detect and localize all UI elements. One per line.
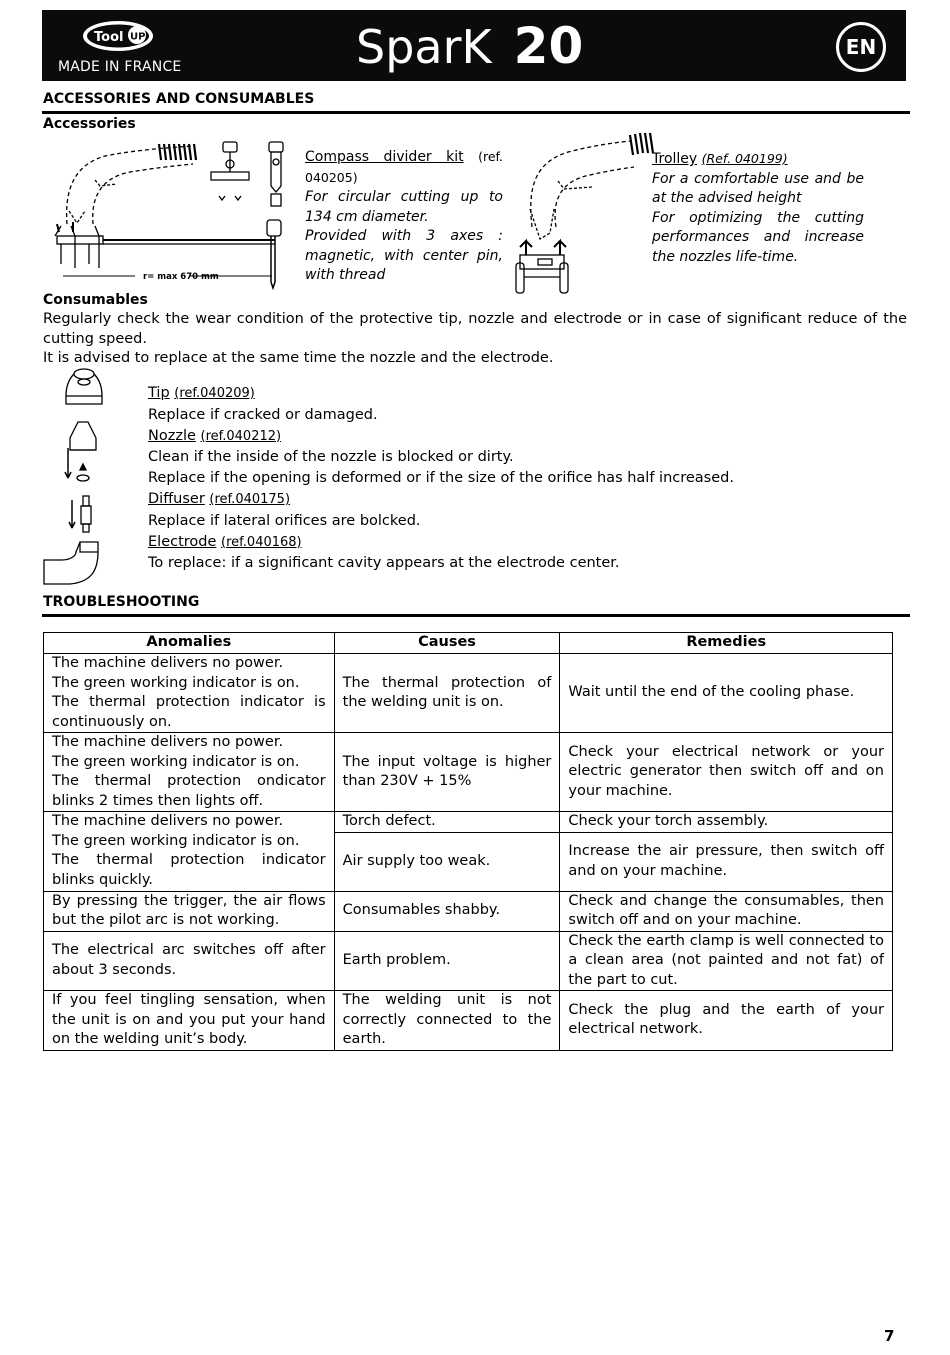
consumable-item-electrode (148, 532, 888, 575)
section-rule (42, 111, 910, 114)
trolley-title: Trolley (652, 151, 698, 167)
consumable-item-tip (148, 383, 888, 426)
tip-part (66, 369, 102, 404)
compass-line: Provided with 3 axes : magnetic, with center pin, with thread (305, 228, 503, 283)
table-row (44, 812, 893, 833)
consumable-line: To replace: if a significant cavity appears at the electrode center. (148, 555, 620, 572)
model-name: SparK (356, 20, 492, 74)
section-rule (42, 614, 910, 617)
diffuser-part (81, 496, 91, 532)
table-row (44, 991, 893, 1051)
compass-magnetic-axis (211, 142, 249, 200)
consumables-list (148, 383, 888, 574)
electrode-part (44, 542, 98, 584)
cause-cell: The thermal protection of the welding unit is on. (334, 654, 560, 733)
consumables-heading: Consumables (43, 292, 148, 308)
brand-logo (82, 20, 154, 52)
consumable-name: Electrode (148, 533, 217, 550)
consumable-line: Replace if cracked or damaged. (148, 406, 378, 423)
anomaly-cell: The electrical arc switches off after about 3 seconds. (44, 931, 335, 991)
consumables-intro: Regularly check the wear condition of the protective tip, nozzle and electrode or in case of significant reduce of the cutting speed. (43, 311, 907, 347)
page-header (42, 10, 906, 81)
troubleshooting-heading: TROUBLESHOOTING (43, 594, 200, 610)
compass-radius-label: r= max 670 mm (143, 272, 219, 282)
section-heading-accessories-consumables: ACCESSORIES AND CONSUMABLES (43, 91, 315, 107)
column-header-causes: Causes (334, 633, 560, 654)
table-row (44, 654, 893, 733)
table-row (44, 931, 893, 991)
consumable-line: Clean if the inside of the nozzle is blocked or dirty. (148, 449, 514, 466)
language-badge: EN (836, 22, 886, 72)
consumable-line: Replace if the opening is deformed or if the size of the orifice has half increased. (148, 470, 734, 487)
column-header-anomalies: Anomalies (44, 633, 335, 654)
remedy-cell: Check the earth clamp is well connected to a clean area (not painted and not fat) of the part to cut. (560, 931, 893, 991)
accessories-heading: Accessories (43, 116, 136, 132)
consumables-advice: It is advised to replace at the same time the nozzle and the electrode. (43, 350, 554, 366)
consumable-name: Tip (148, 385, 170, 401)
trolley-description (652, 149, 864, 267)
compass-line: For circular cutting up to 134 cm diameter. (305, 189, 503, 225)
nozzle-part (70, 422, 96, 450)
cause-cell: Torch defect. (334, 812, 560, 833)
remedy-cell: Check the plug and the earth of your electrical network. (560, 991, 893, 1051)
made-in-france-label: MADE IN FRANCE (58, 59, 182, 75)
svg-text:UP: UP (130, 31, 146, 43)
remedy-cell: Wait until the end of the cooling phase. (560, 654, 893, 733)
svg-text:Tool: Tool (94, 30, 124, 45)
remedy-cell: Increase the air pressure, then switch off and on your machine. (560, 832, 893, 891)
page-number: 7 (884, 1327, 895, 1345)
cause-cell: Consumables shabby. (334, 891, 560, 931)
consumable-item-diffuser (148, 489, 888, 532)
anomaly-cell: The machine delivers no power. The green working indicator is on. The thermal protection ondicator blinks 2 times then lights off. (44, 733, 335, 812)
compass-center-pin-axis (269, 142, 283, 206)
cause-cell: Earth problem. (334, 931, 560, 991)
troubleshooting-table (43, 632, 893, 1051)
consumable-name: Diffuser (148, 490, 205, 507)
consumable-ref: (ref.040175) (209, 491, 291, 507)
remedy-cell: Check your electrical network or your electric generator then switch off and on your machine. (560, 733, 893, 812)
compass-divider-illustration (55, 136, 295, 288)
consumable-name: Nozzle (148, 427, 196, 444)
model-title (356, 18, 583, 75)
table-row (44, 891, 893, 931)
anomaly-cell: By pressing the trigger, the air flows but the pilot arc is not working. (44, 891, 335, 931)
compass-ref: (ref. 040205) (305, 149, 503, 185)
consumable-item-nozzle (148, 426, 888, 489)
table-header-row (44, 633, 893, 654)
consumables-illustration (40, 366, 110, 592)
cause-cell: The welding unit is not correctly connected to the earth. (334, 991, 560, 1051)
trolley-line: For optimizing the cutting performances and increase the nozzles life-time. (652, 209, 864, 265)
cause-cell: Air supply too weak. (334, 832, 560, 891)
remedy-cell: Check your torch assembly. (560, 812, 893, 833)
table-row (44, 733, 893, 812)
column-header-remedies: Remedies (560, 633, 893, 654)
compass-description (305, 147, 503, 286)
compass-title: Compass divider kit (305, 149, 464, 165)
anomaly-cell: The machine delivers no power. The green working indicator is on. The thermal protection indicator blinks quickly. (44, 812, 335, 892)
remedy-cell: Check and change the consumables, then switch off and on your machine. (560, 891, 893, 931)
anomaly-cell: The machine delivers no power. The green working indicator is on. The thermal protection indicator is continuously on. (44, 654, 335, 733)
consumable-line: Replace if lateral orifices are bolcked. (148, 512, 421, 529)
trolley-illustration (512, 131, 660, 297)
consumable-ref: (ref.040168) (221, 534, 302, 550)
consumable-ref: (ref.040209) (174, 386, 255, 401)
consumable-ref: (ref.040212) (200, 428, 282, 444)
model-number: 20 (513, 17, 584, 75)
trolley-line: For a comfortable use and be at the advised height (652, 170, 864, 206)
cause-cell: The input voltage is higher than 230V + 15% (334, 733, 560, 812)
anomaly-cell: If you feel tingling sensation, when the unit is on and you put your hand on the welding unit’s body. (44, 991, 335, 1051)
trolley-ref: (Ref. 040199) (701, 151, 788, 166)
